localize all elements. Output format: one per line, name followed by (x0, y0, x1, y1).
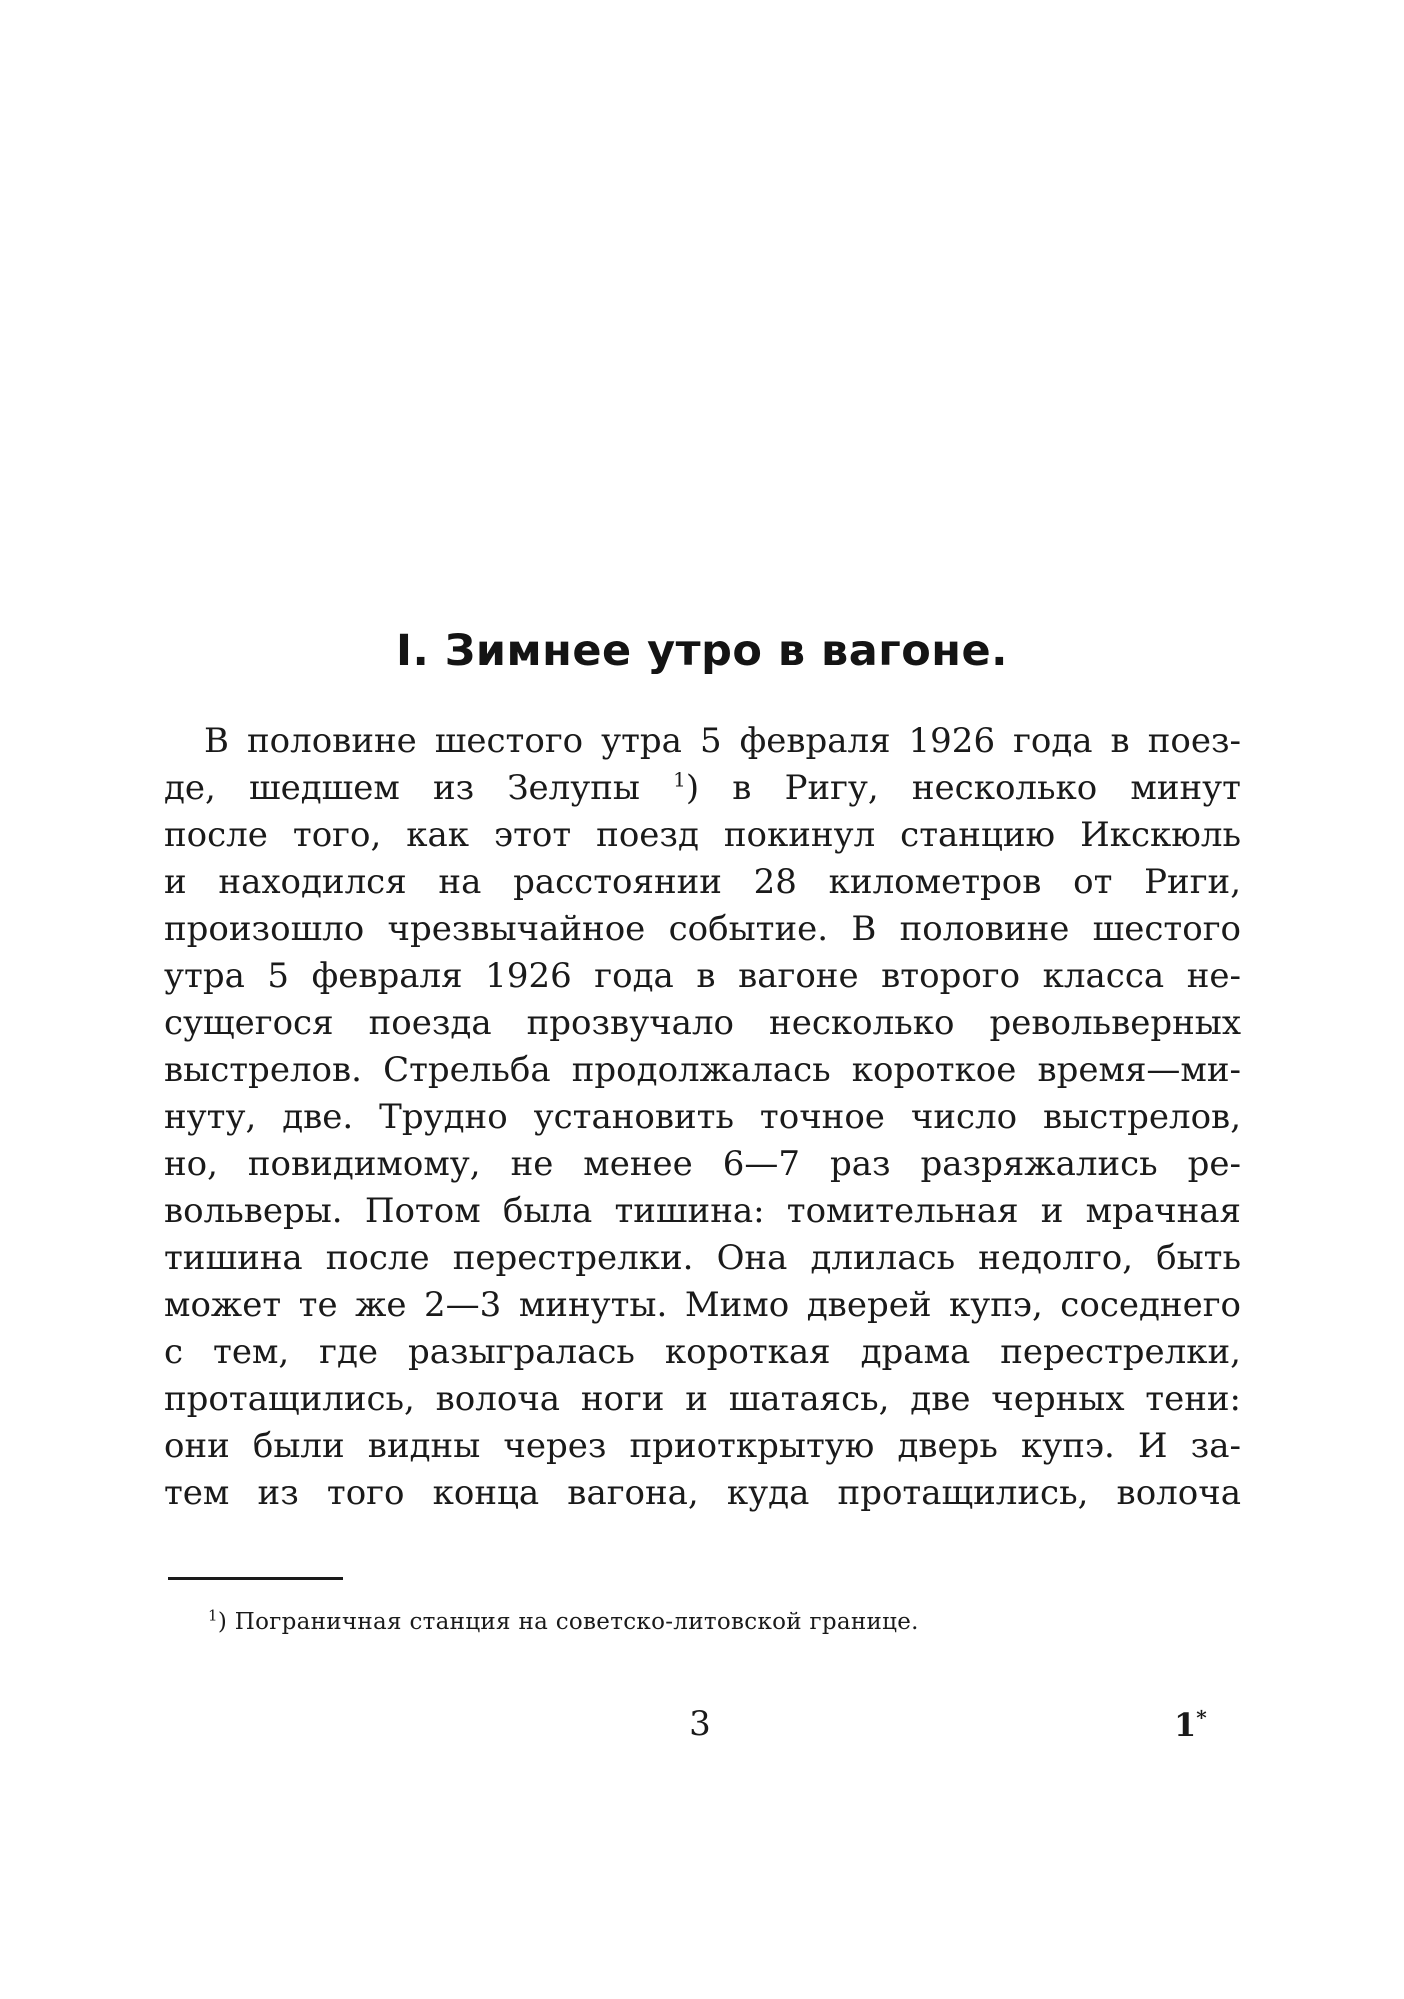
footnote-marker: 1 (208, 1606, 218, 1625)
text-line: тишина после перестрелки. Она длилась недолго, быть (164, 1238, 1241, 1278)
footnote (208, 1606, 919, 1635)
body-text (164, 718, 1241, 1517)
text-line: с тем, где разыгралась короткая драма перестрелки, (164, 1332, 1241, 1372)
text-line: вольверы. Потом была тишина: томительная и мрачная (164, 1191, 1241, 1231)
text-line: но, повидимому, не менее 6—7 раз разряжались ре- (164, 1144, 1241, 1184)
text-line: после того, как этот поезд покинул станцию Икскюль (164, 815, 1241, 855)
footnote-reference[interactable]: 1 (673, 767, 686, 792)
footnote-divider (168, 1577, 343, 1580)
text-line: может те же 2—3 минуты. Мимо дверей купэ, соседнего (164, 1285, 1241, 1325)
text-line: В половине шестого утра 5 февраля 1926 года в поез- (204, 721, 1241, 761)
text-line: выстрелов. Стрельба продолжалась короткое время—ми- (164, 1050, 1241, 1090)
footnote-marker-paren: ) (217, 1609, 228, 1635)
text-line: произошло чрезвычайное событие. В половине шестого (164, 909, 1241, 949)
text-line: и находился на расстоянии 28 километров от Риги, (164, 862, 1241, 902)
text-line-end: ) в Ригу, несколько минут (685, 768, 1241, 808)
chapter-title: I. Зимнее утро в вагоне. (395, 626, 1008, 676)
footnote-text: Пограничная станция на советско-литовской границе. (234, 1609, 919, 1635)
text-line (164, 765, 1241, 812)
text-line: утра 5 февраля 1926 года в вагоне второго класса не- (164, 956, 1241, 996)
text-line: тем из того конца вагона, куда протащились, волоча (164, 1473, 1241, 1513)
signature-number: 1 (1174, 1706, 1197, 1744)
printer-signature-mark (1174, 1706, 1207, 1744)
text-line-start: де, шедшем из Зелупы (164, 768, 640, 808)
signature-star: * (1196, 1705, 1207, 1730)
text-line: они были видны через приоткрытую дверь купэ. И за- (164, 1426, 1241, 1466)
text-line: нуту, две. Трудно установить точное число выстрелов, (164, 1097, 1241, 1137)
text-line: протащились, волоча ноги и шатаясь, две черных тени: (164, 1379, 1241, 1419)
page-number: 3 (689, 1704, 711, 1744)
text-line: сущегося поезда прозвучало несколько револьверных (164, 1003, 1241, 1043)
